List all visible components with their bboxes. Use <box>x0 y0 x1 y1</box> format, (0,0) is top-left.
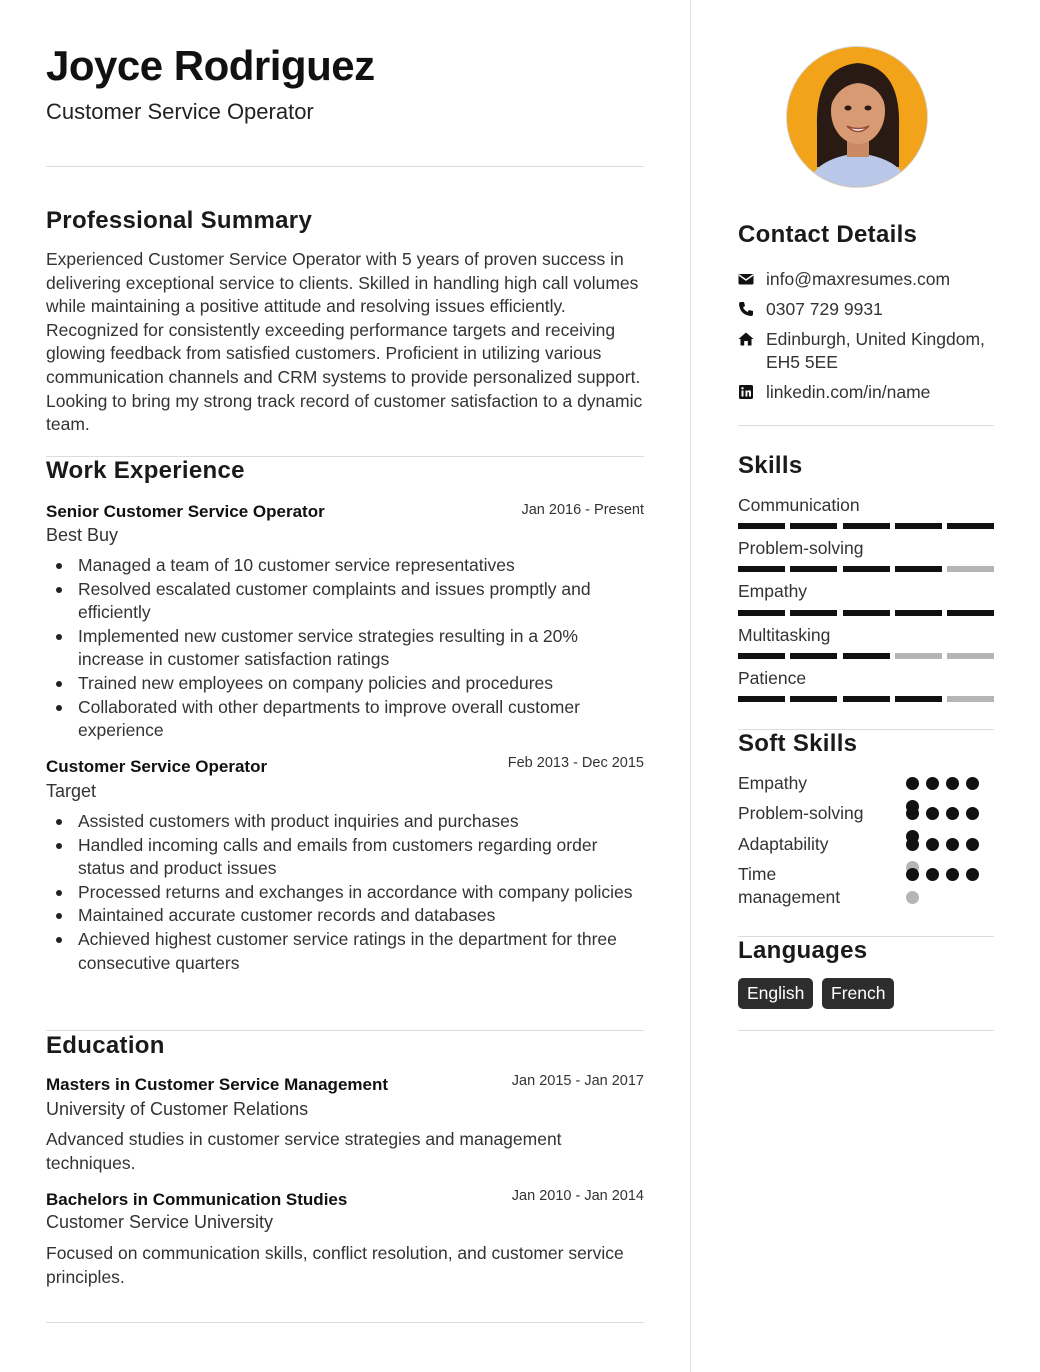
contact-title: Contact Details <box>738 221 918 248</box>
sidebar-divider <box>738 425 994 426</box>
soft-skill-dot-filled <box>926 777 939 790</box>
sidebar-divider <box>738 1030 994 1031</box>
bullet-item: Implemented new customer service strategies resulting in a 20% increase in customer satisfaction ratings <box>78 625 644 672</box>
contact-email-text: info@maxresumes.com <box>766 269 951 289</box>
phone-icon <box>738 301 754 317</box>
profile-photo <box>786 46 928 188</box>
soft-skill-dot-filled <box>906 838 919 851</box>
skill-level-segment <box>947 610 994 616</box>
soft-skill-dot-filled <box>966 838 979 851</box>
soft-skill-dot-filled <box>946 868 959 881</box>
skill-level-segment <box>947 566 994 572</box>
skill-level-bar <box>738 696 994 702</box>
bullet-item: Collaborated with other departments to improve overall customer experience <box>78 696 644 743</box>
contact-phone-text: 0307 729 9931 <box>766 299 883 319</box>
skill-level-segment <box>895 696 942 702</box>
soft-skills-title: Soft Skills <box>738 730 858 757</box>
contact-linkedin <box>738 381 994 404</box>
skills-title: Skills <box>738 452 803 479</box>
job-date: Feb 2013 - Dec 2015 <box>507 755 644 771</box>
soft-skill-dot-filled <box>926 868 939 881</box>
soft-skill-dot-filled <box>966 868 979 881</box>
bullet-item: Resolved escalated customer complaints and issues promptly and efficiently <box>78 578 644 625</box>
bullet-item: Managed a team of 10 customer service representatives <box>78 554 644 578</box>
skill-level-segment <box>790 523 837 529</box>
soft-skill-dot-filled <box>966 777 979 790</box>
job-company: Best Buy <box>46 525 119 545</box>
skill-name: Problem-solving <box>738 538 864 558</box>
skill-level-segment <box>843 653 890 659</box>
summary-text: Experienced Customer Service Operator with 5 years of proven success in delivering exceptional service to clients. Skilled in handling high call volumes while maintaining a positive attitude and resolving issues efficiently. Recognized for consistently exceeding performance targets and receiving glowing feedback from satisfied customers. Proficient in utilizing various communication channels and CRM systems to provide personalized support. Looking to bring my strong track record of customer satisfaction to a dynamic team. <box>46 249 643 435</box>
degree-date: Jan 2015 - Jan 2017 <box>511 1073 644 1089</box>
bullet-item: Achieved highest customer service ratings in the department for three consecutive quarters <box>78 928 644 975</box>
school-name: Customer Service University <box>46 1212 274 1232</box>
skill-level-bar <box>738 653 994 659</box>
bullet-item: Assisted customers with product inquiries and purchases <box>78 810 644 834</box>
soft-skill-name: Time management <box>738 864 841 907</box>
skill-level-segment <box>843 696 890 702</box>
candidate-role: Customer Service Operator <box>46 99 314 124</box>
job-company: Target <box>46 781 97 801</box>
skill-level-segment <box>790 653 837 659</box>
skill-name: Patience <box>738 668 807 688</box>
soft-skill-dot-filled <box>946 838 959 851</box>
soft-skill-dot-filled <box>926 807 939 820</box>
section-divider <box>46 1030 644 1031</box>
school-name: University of Customer Relations <box>46 1099 309 1119</box>
soft-skill-dot-filled <box>946 807 959 820</box>
portrait-illustration <box>787 47 928 188</box>
soft-skill-name: Adaptability <box>738 834 829 854</box>
job-bullets <box>78 810 644 975</box>
soft-skill-dot-filled <box>926 838 939 851</box>
skill-name: Communication <box>738 495 860 515</box>
bullet-item: Processed returns and exchanges in accordance with company policies <box>78 881 644 905</box>
contact-phone <box>738 298 994 321</box>
skill-level-segment <box>738 696 785 702</box>
education-title: Education <box>46 1032 165 1059</box>
contact-email <box>738 268 994 291</box>
skill-level-segment <box>895 610 942 616</box>
skill-name: Empathy <box>738 581 808 601</box>
contact-address <box>738 328 994 374</box>
soft-skill-dot-filled <box>906 777 919 790</box>
skill-level-segment <box>738 523 785 529</box>
skill-level-segment <box>947 523 994 529</box>
skill-level-bar <box>738 523 994 529</box>
footer-divider <box>46 1322 644 1323</box>
skill-level-segment <box>738 566 785 572</box>
home-icon <box>738 331 754 347</box>
job-title: Customer Service Operator <box>46 757 268 776</box>
soft-skill-dot-filled <box>966 807 979 820</box>
bullet-item: Maintained accurate customer records and databases <box>78 904 644 928</box>
skill-name: Multitasking <box>738 625 831 645</box>
degree-title: Bachelors in Communication Studies <box>46 1190 348 1209</box>
bullet-item: Handled incoming calls and emails from customers regarding order status and product issues <box>78 834 644 881</box>
language-tag: French <box>822 978 894 1009</box>
job-bullets <box>78 554 644 743</box>
soft-skill-name: Empathy <box>738 773 808 793</box>
linkedin-icon <box>738 384 754 400</box>
degree-description: Advanced studies in customer service strategies and management techniques. <box>46 1129 562 1173</box>
skill-level-segment <box>843 523 890 529</box>
skill-level-segment <box>947 653 994 659</box>
contact-address-text: Edinburgh, United Kingdom, EH5 5EE <box>766 329 985 372</box>
candidate-name: Joyce Rodriguez <box>46 42 375 89</box>
skill-level-segment <box>895 653 942 659</box>
skill-level-segment <box>790 696 837 702</box>
job-title: Senior Customer Service Operator <box>46 502 325 521</box>
experience-title: Work Experience <box>46 457 245 484</box>
skill-level-segment <box>790 566 837 572</box>
skill-level-segment <box>843 610 890 616</box>
soft-skill-dot-filled <box>946 777 959 790</box>
job-date: Jan 2016 - Present <box>521 502 644 518</box>
degree-date: Jan 2010 - Jan 2014 <box>511 1188 644 1204</box>
skill-level-segment <box>790 610 837 616</box>
language-tag: English <box>738 978 813 1009</box>
soft-skill-dot-filled <box>906 868 919 881</box>
skill-level-bar <box>738 610 994 616</box>
skill-level-segment <box>947 696 994 702</box>
skill-level-bar <box>738 566 994 572</box>
column-divider <box>690 0 691 1372</box>
bullet-item: Trained new employees on company policies and procedures <box>78 672 644 696</box>
soft-skill-dot-empty <box>906 891 919 904</box>
skill-level-segment <box>738 610 785 616</box>
skill-level-segment <box>895 566 942 572</box>
envelope-icon <box>738 271 754 287</box>
degree-title: Masters in Customer Service Management <box>46 1075 389 1094</box>
summary-title: Professional Summary <box>46 207 313 234</box>
degree-description: Focused on communication skills, conflict resolution, and customer service principles. <box>46 1243 624 1287</box>
header-divider <box>46 166 644 167</box>
contact-linkedin-text: linkedin.com/in/name <box>766 382 931 402</box>
skill-level-segment <box>738 653 785 659</box>
languages-title: Languages <box>738 937 868 964</box>
skill-level-segment <box>895 523 942 529</box>
soft-skill-dot-filled <box>906 807 919 820</box>
soft-skill-name: Problem-solving <box>738 803 864 823</box>
skill-level-segment <box>843 566 890 572</box>
